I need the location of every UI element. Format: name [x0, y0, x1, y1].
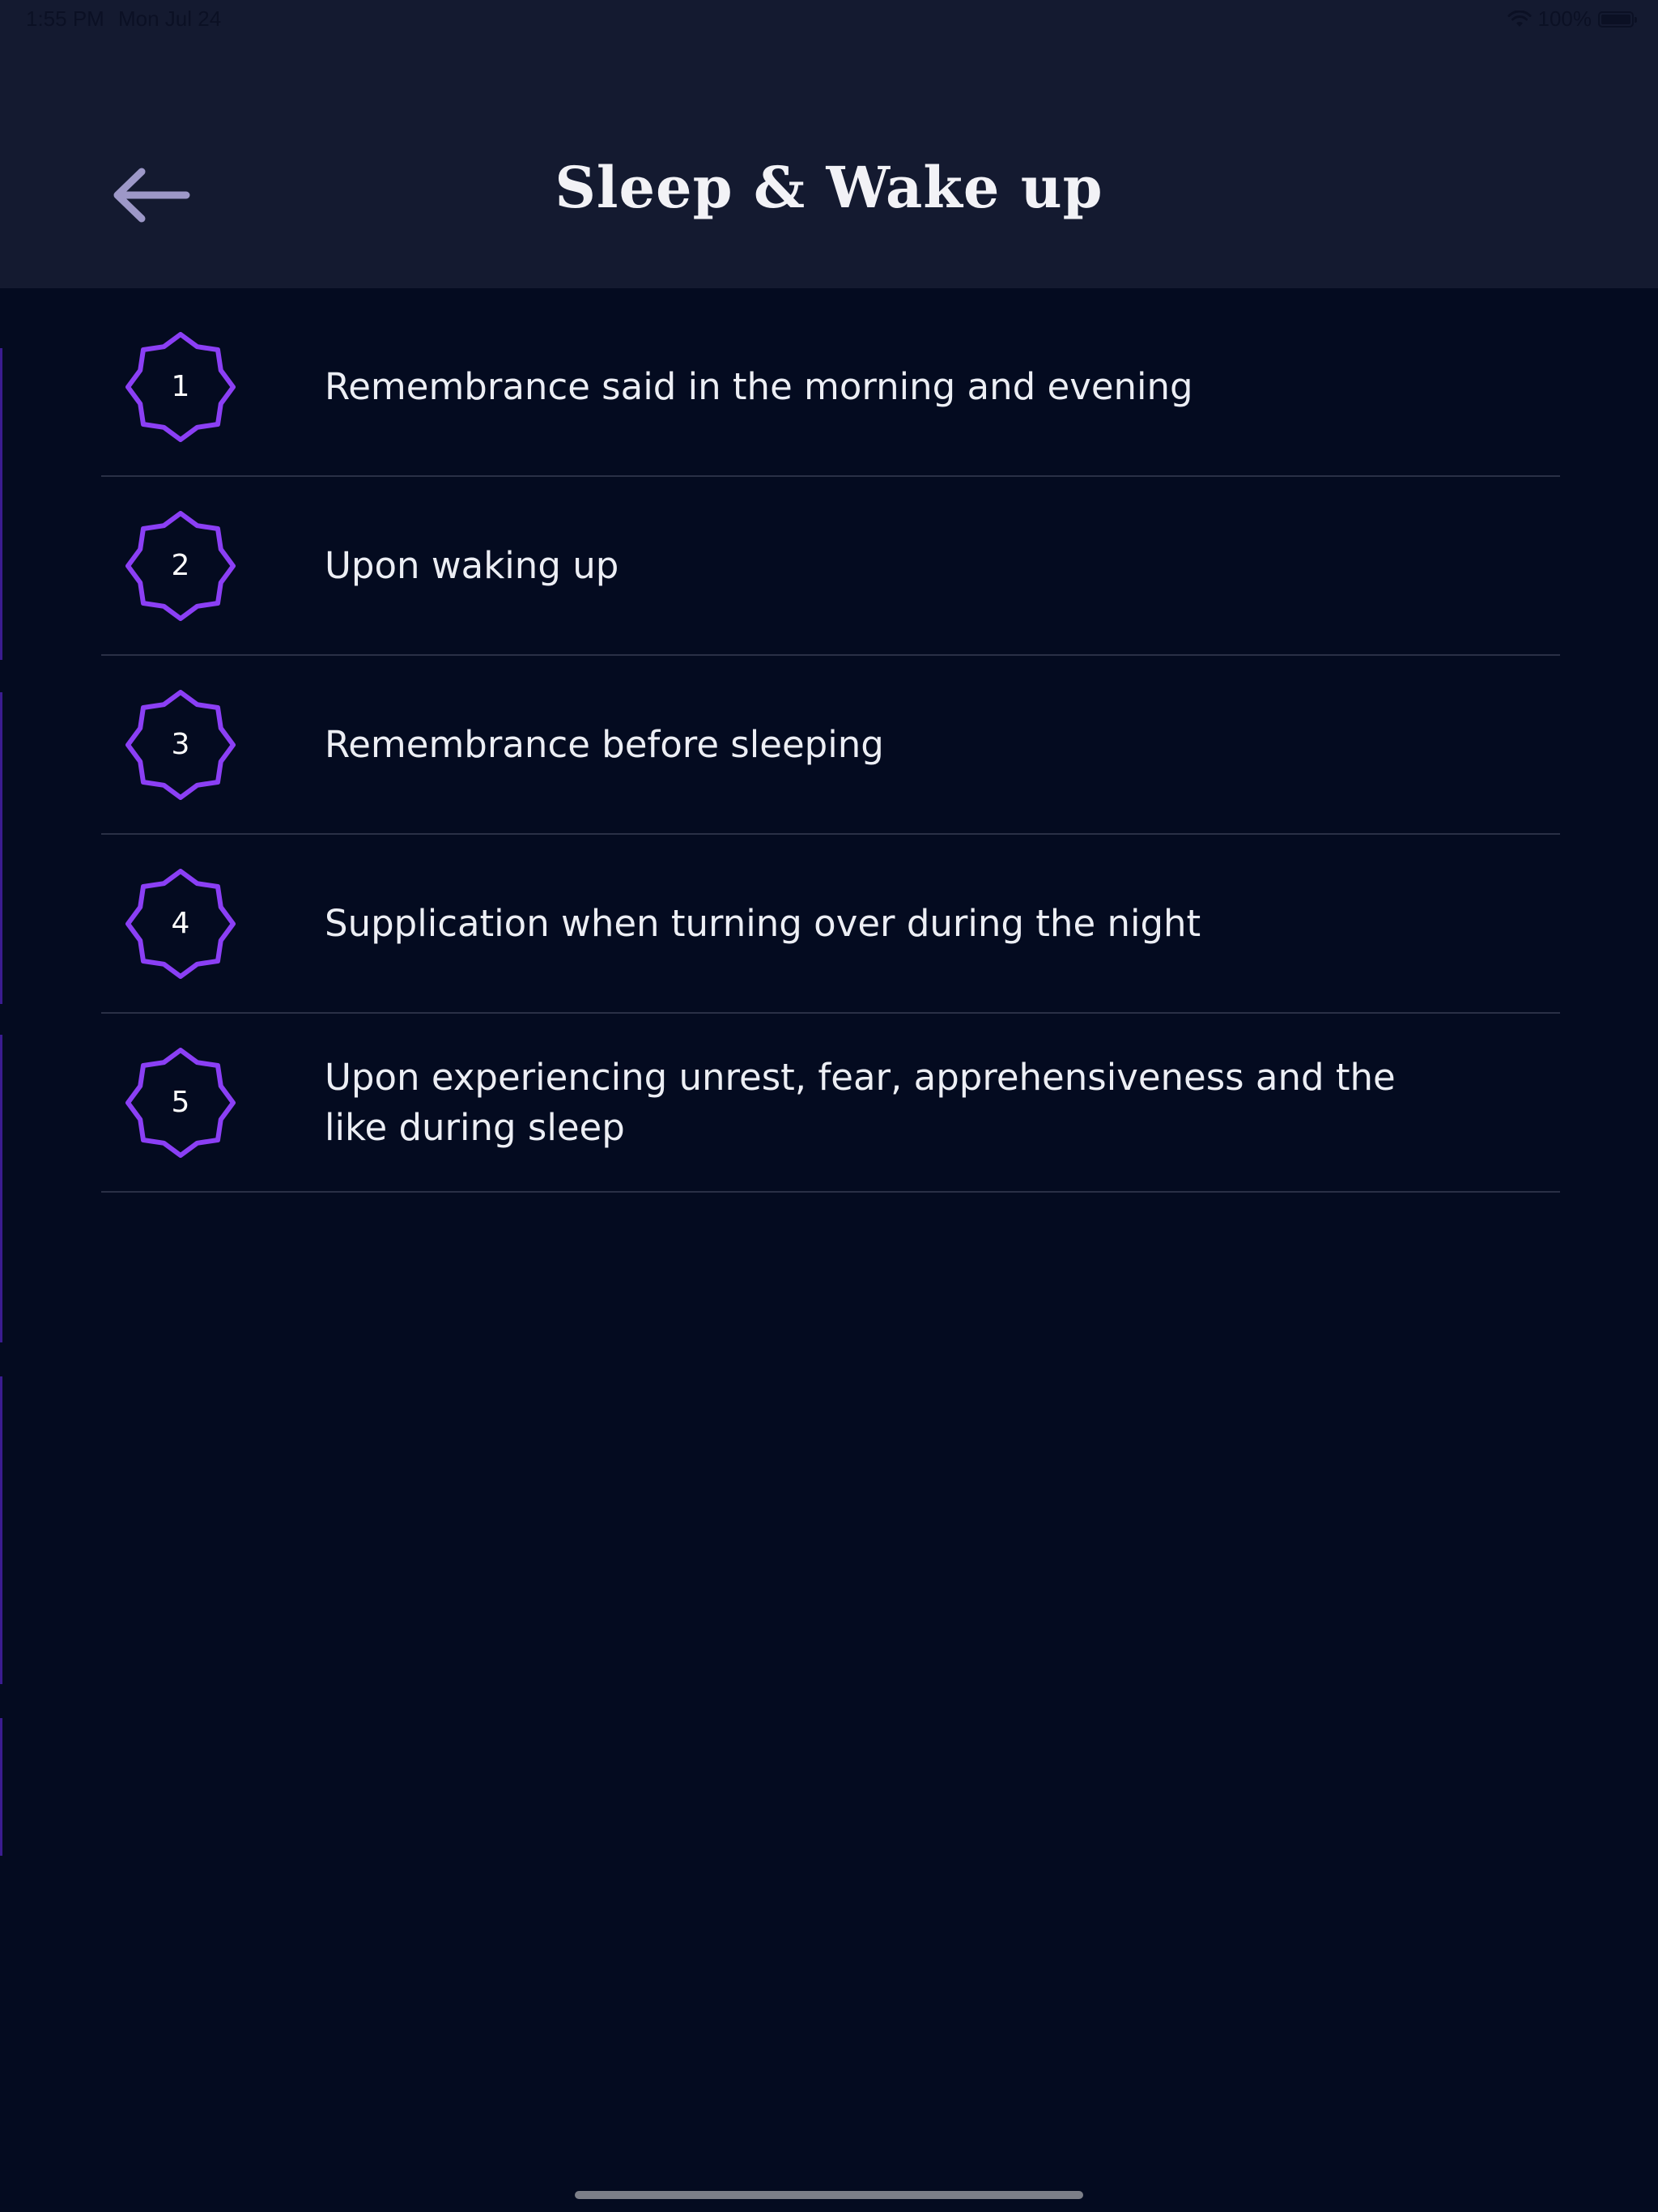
number-badge	[125, 1048, 236, 1158]
accent-strip	[0, 1376, 2, 1684]
battery-icon	[1598, 11, 1634, 28]
badge-number: 1	[171, 370, 190, 403]
battery-percent: 100%	[1537, 6, 1592, 31]
wifi-icon	[1507, 11, 1532, 28]
status-bar	[0, 0, 1658, 39]
badge-number: 3	[171, 728, 190, 761]
list-item-label: Supplication when turning over during the night	[325, 901, 1201, 945]
list-item[interactable]	[101, 298, 1560, 477]
accent-strip	[0, 1035, 2, 1342]
list-item[interactable]	[101, 477, 1560, 656]
home-indicator[interactable]	[575, 2191, 1083, 2199]
list-item-label: Remembrance said in the morning and evening	[325, 364, 1193, 408]
accent-strip	[0, 692, 2, 1004]
adhkar-list	[101, 298, 1560, 1193]
list-item[interactable]	[101, 835, 1560, 1014]
status-date: Mon Jul 24	[118, 6, 222, 31]
badge-number: 5	[171, 1086, 190, 1119]
list-item[interactable]	[101, 656, 1560, 835]
status-right	[1507, 6, 1635, 32]
list-item-label: Upon experiencing unrest, fear, apprehensiveness and the like during sleep	[325, 1055, 1396, 1149]
list-item[interactable]	[101, 1014, 1560, 1193]
number-badge	[125, 869, 236, 979]
status-time: 1:55 PM	[26, 6, 104, 31]
header-bar	[0, 0, 1658, 288]
badge-number: 4	[171, 907, 190, 940]
accent-strip	[0, 348, 2, 660]
badge-number: 2	[171, 549, 190, 582]
accent-strip	[0, 1718, 2, 1856]
number-badge	[125, 332, 236, 442]
number-badge	[125, 690, 236, 800]
number-badge	[125, 511, 236, 621]
list-item-label: Upon waking up	[325, 543, 619, 587]
list-item-label: Remembrance before sleeping	[325, 722, 884, 766]
page-title: Sleep & Wake up	[555, 154, 1103, 221]
